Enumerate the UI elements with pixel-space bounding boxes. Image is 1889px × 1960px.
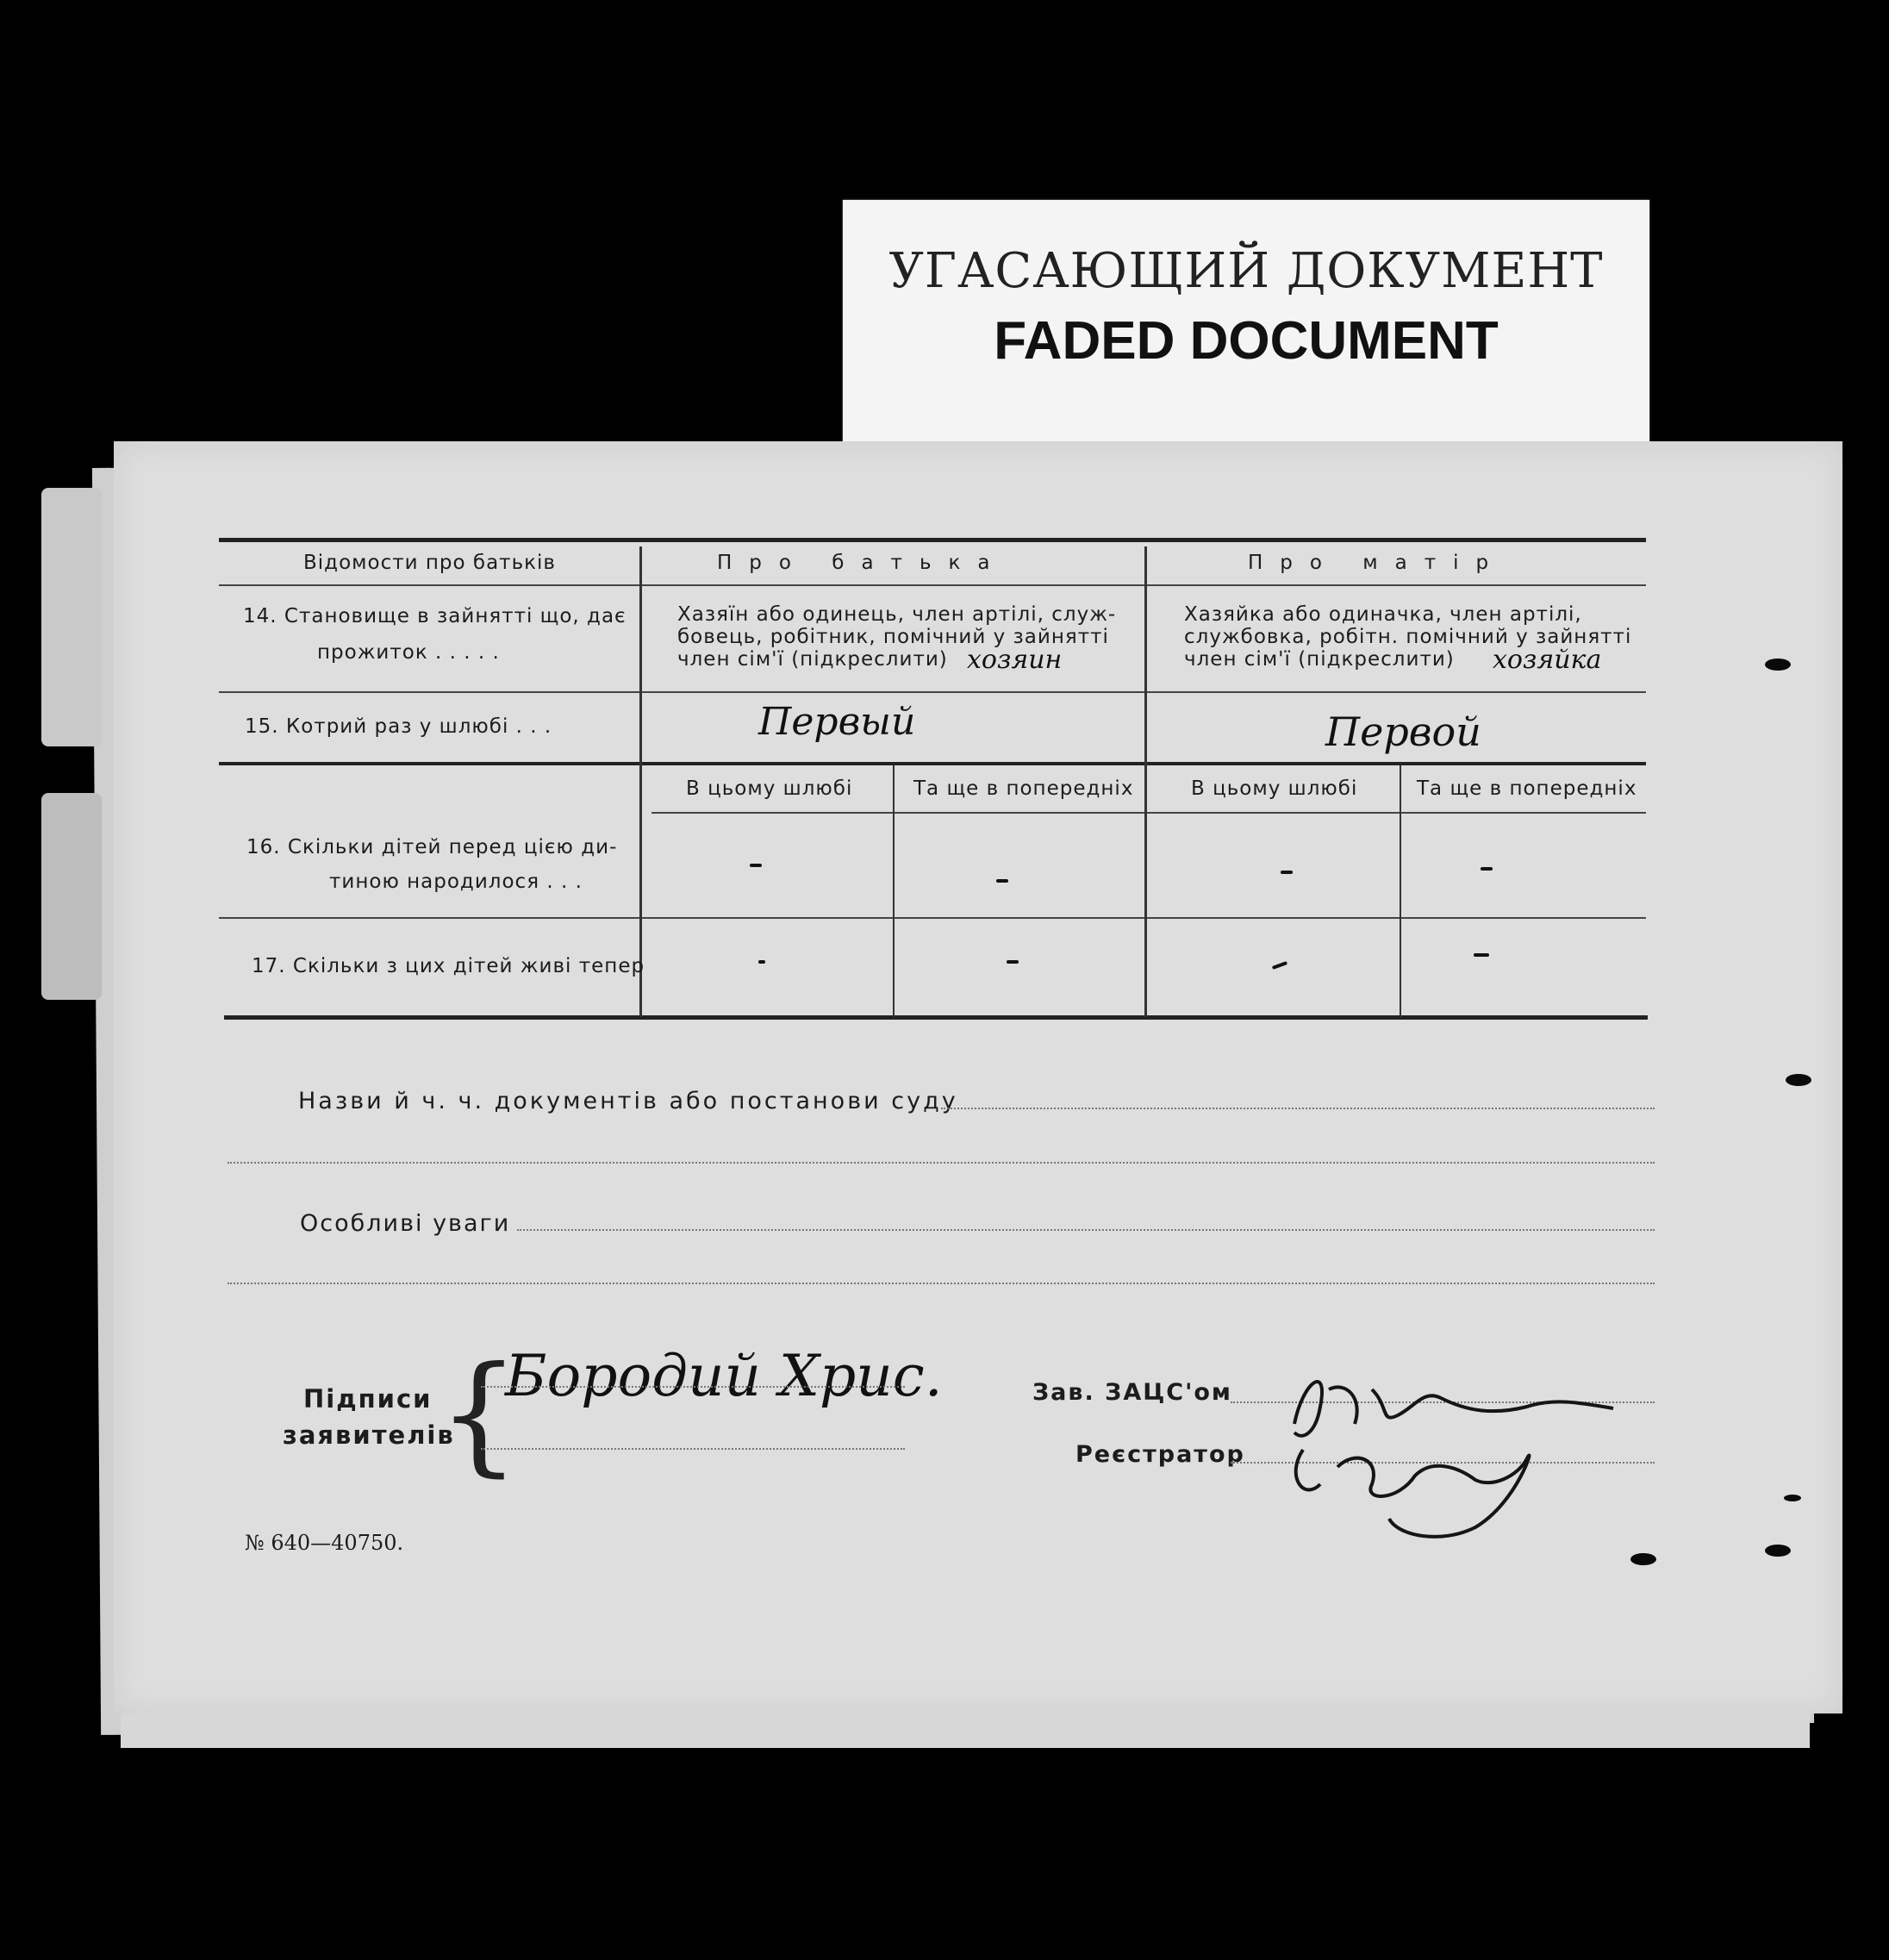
subheader-mother-previous: Та ще в попередніх xyxy=(1417,777,1637,800)
applicants-label-line1: Підписи xyxy=(303,1384,433,1414)
header-parents-info: Відомости про батьків xyxy=(303,552,556,574)
col-divider-father xyxy=(893,765,895,1017)
row17-dash-3 xyxy=(1272,961,1287,970)
row16-dash-2 xyxy=(996,879,1008,883)
faded-document-label xyxy=(843,200,1649,459)
row14-mother-line3: член сім'ї (підкреслити) xyxy=(1184,648,1455,671)
applicants-brace: { xyxy=(438,1339,521,1489)
head-zags-label: Зав. ЗАЦС'ом xyxy=(1032,1379,1232,1406)
row14-mother-line1: Хазяйка або одиначка, член артілі, xyxy=(1184,603,1582,626)
remarks-label: Особливі уваги xyxy=(300,1210,511,1237)
remarks-line-2 xyxy=(228,1283,1655,1284)
row16-label-line1: 16. Скільки дітей перед цією ди- xyxy=(246,836,618,858)
row14-label-line2: прожиток . . . . . xyxy=(317,641,500,664)
torn-edge-lower xyxy=(41,793,102,1000)
documents-line-1 xyxy=(941,1108,1655,1109)
torn-edge-upper xyxy=(41,488,102,746)
applicant-signature: Бородий Хрис. xyxy=(505,1343,943,1409)
row15-mother-handwritten: Первой xyxy=(1325,708,1481,755)
row17-label: 17. Скільки з цих дітей живі тепер xyxy=(252,955,645,977)
row14-father-handwritten: хозяин xyxy=(967,645,1063,675)
row16-dash-4 xyxy=(1481,867,1493,871)
row15-label: 15. Котрий раз у шлюбі . . . xyxy=(245,715,552,738)
subheader-father-previous: Та ще в попередніх xyxy=(913,777,1134,800)
registrar-label: Реєстратор xyxy=(1075,1441,1245,1468)
col-divider-mother xyxy=(1400,765,1401,1017)
remarks-line-1 xyxy=(517,1229,1655,1231)
row16-label-line2: тиною народилося . . . xyxy=(329,871,583,893)
applicants-label-line2: заявителів xyxy=(283,1420,455,1450)
row17-dash-2 xyxy=(1007,960,1019,964)
header-about-mother: Про матір xyxy=(1248,552,1506,574)
row14-father-line3: член сім'ї (підкреслити) xyxy=(677,648,948,671)
row16-dash-3 xyxy=(1281,871,1293,874)
applicant-sign-line-1 xyxy=(481,1386,905,1388)
row14-bottom-rule xyxy=(219,691,1646,693)
documents-label: Назви й ч. ч. документів або постанови суду xyxy=(298,1088,958,1114)
col-divider-2 xyxy=(1144,546,1147,1017)
head-signature xyxy=(1269,1329,1630,1553)
document-sheet xyxy=(114,441,1842,1713)
subheader-father-this-marriage: В цьому шлюбі xyxy=(686,777,853,800)
col-divider-1 xyxy=(639,546,642,1017)
row15-father-handwritten: Первый xyxy=(758,700,916,744)
row17-dash-1 xyxy=(758,960,765,964)
row17-dash-4 xyxy=(1474,953,1489,957)
label-english: FADED DOCUMENT xyxy=(994,311,1499,371)
documents-line-2 xyxy=(228,1162,1655,1164)
header-about-father: Про батька xyxy=(717,552,1007,574)
applicant-sign-line-2 xyxy=(481,1448,905,1450)
row14-father-line2: бовець, робітник, помічний у зайнятті xyxy=(677,626,1109,648)
row14-mother-handwritten: хозяйка xyxy=(1493,645,1602,675)
label-russian: УГАСАЮЩИЙ ДОКУМЕНТ xyxy=(888,243,1604,299)
table-top-rule xyxy=(219,538,1646,542)
punch-hole-2 xyxy=(1786,1074,1811,1086)
punch-hole-3 xyxy=(1765,1545,1791,1557)
subheader-bottom-rule xyxy=(651,812,1646,814)
punch-hole-5 xyxy=(1784,1495,1801,1501)
row14-father-line1: Хазяїн або одинець, член артілі, служ- xyxy=(677,603,1117,626)
punch-hole-1 xyxy=(1765,659,1791,671)
row14-label-line1: 14. Становище в зайнятті що, дає xyxy=(243,605,627,627)
header-bottom-rule xyxy=(219,584,1646,586)
row16-bottom-rule xyxy=(219,917,1646,919)
subheader-mother-this-marriage: В цьому шлюбі xyxy=(1191,777,1358,800)
row14-mother-line2: службовка, робітн. помічний у зайнятті xyxy=(1184,626,1632,648)
punch-hole-4 xyxy=(1630,1553,1656,1565)
form-number: № 640—40750. xyxy=(245,1531,404,1555)
row15-bottom-rule xyxy=(219,762,1646,765)
table-bottom-rule xyxy=(224,1015,1648,1020)
row16-dash-1 xyxy=(750,864,762,867)
